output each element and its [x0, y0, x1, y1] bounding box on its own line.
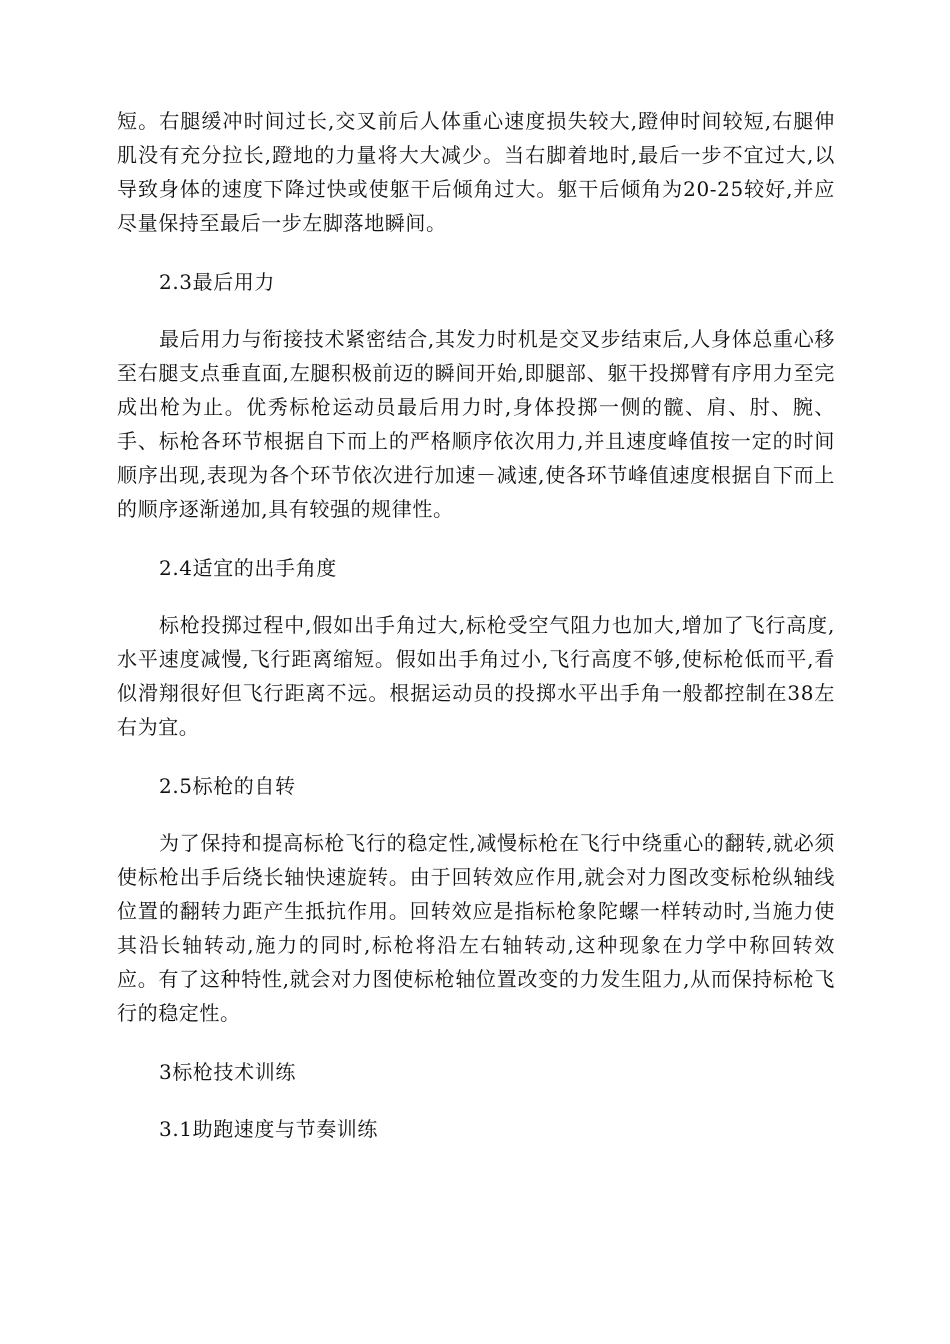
paragraph-final-force: 最后用力与衔接技术紧密结合,其发力时机是交叉步结束后,人身体总重心移至右腿支点垂直面,左腿积极前迈的瞬间开始,即腿部、躯干投掷臂有序用力至完成出枪为止。优秀标枪运动员最后用力时,身体投掷一侧的髋、肩、肘、腕、手、标枪各环节根据自下而上的严格顺序依次用力,并且速度峰值按一定的时间顺序出现,表现为各个环节依次进行加速－减速,使各环节峰值速度根据自下而上的顺序逐渐递加,具有较强的规律性。: [117, 327, 835, 521]
spacer: [117, 299, 835, 322]
spacer: [117, 526, 835, 551]
section-heading-3: 3标枪技术训练: [159, 1060, 296, 1084]
spacer: [117, 744, 835, 769]
section-heading-2-5: 2.5标枪的自转: [159, 774, 296, 798]
paragraph-javelin-spin: 为了保持和提高标枪飞行的稳定性,减慢标枪在飞行中绕重心的翻转,就必须使标枪出手后绕长轴快速旋转。由于回转效应作用,就会对力图改变标枪纵轴线位置的翻转力距产生抵抗作用。回转效应是指标枪象陀螺一样转动时,当施力使其沿长轴转动,施力的同时,标枪将沿左右轴转动,这种现象在力学中称回转效应。有了这种特性,就会对力图使标枪轴位置改变的力发生阻力,从而保持标枪飞行的稳定性。: [117, 831, 835, 1025]
paragraph-continuation: 短。右腿缓冲时间过长,交叉前后人体重心速度损失较大,蹬伸时间较短,右腿伸肌没有充分拉长,蹬地的力量将大大减少。当右脚着地时,最后一步不宜过大,以导致身体的速度下降过快或使躯干后倾角过大。躯干后倾角为20-25较好,并应尽量保持至最后一步左脚落地瞬间。: [117, 109, 835, 235]
section-heading-3-1: 3.1助跑速度与节奏训练: [159, 1117, 379, 1141]
spacer: [117, 1089, 835, 1112]
spacer: [117, 1030, 835, 1055]
spacer: [117, 585, 835, 608]
section-heading-2-4: 2.4适宜的出手角度: [159, 556, 337, 580]
spacer: [117, 803, 835, 826]
spacer: [117, 240, 835, 265]
paragraph-release-angle: 标枪投掷过程中,假如出手角过大,标枪受空气阻力也加大,增加了飞行高度,水平速度减慢,飞行距离缩短。假如出手角过小,飞行高度不够,使标枪低而平,看似滑翔很好但飞行距离不远。根据运动员的投掷水平出手角一般都控制在38左右为宜。: [117, 613, 835, 739]
document-page: [117, 104, 835, 1146]
section-heading-2-3: 2.3最后用力: [159, 270, 276, 294]
